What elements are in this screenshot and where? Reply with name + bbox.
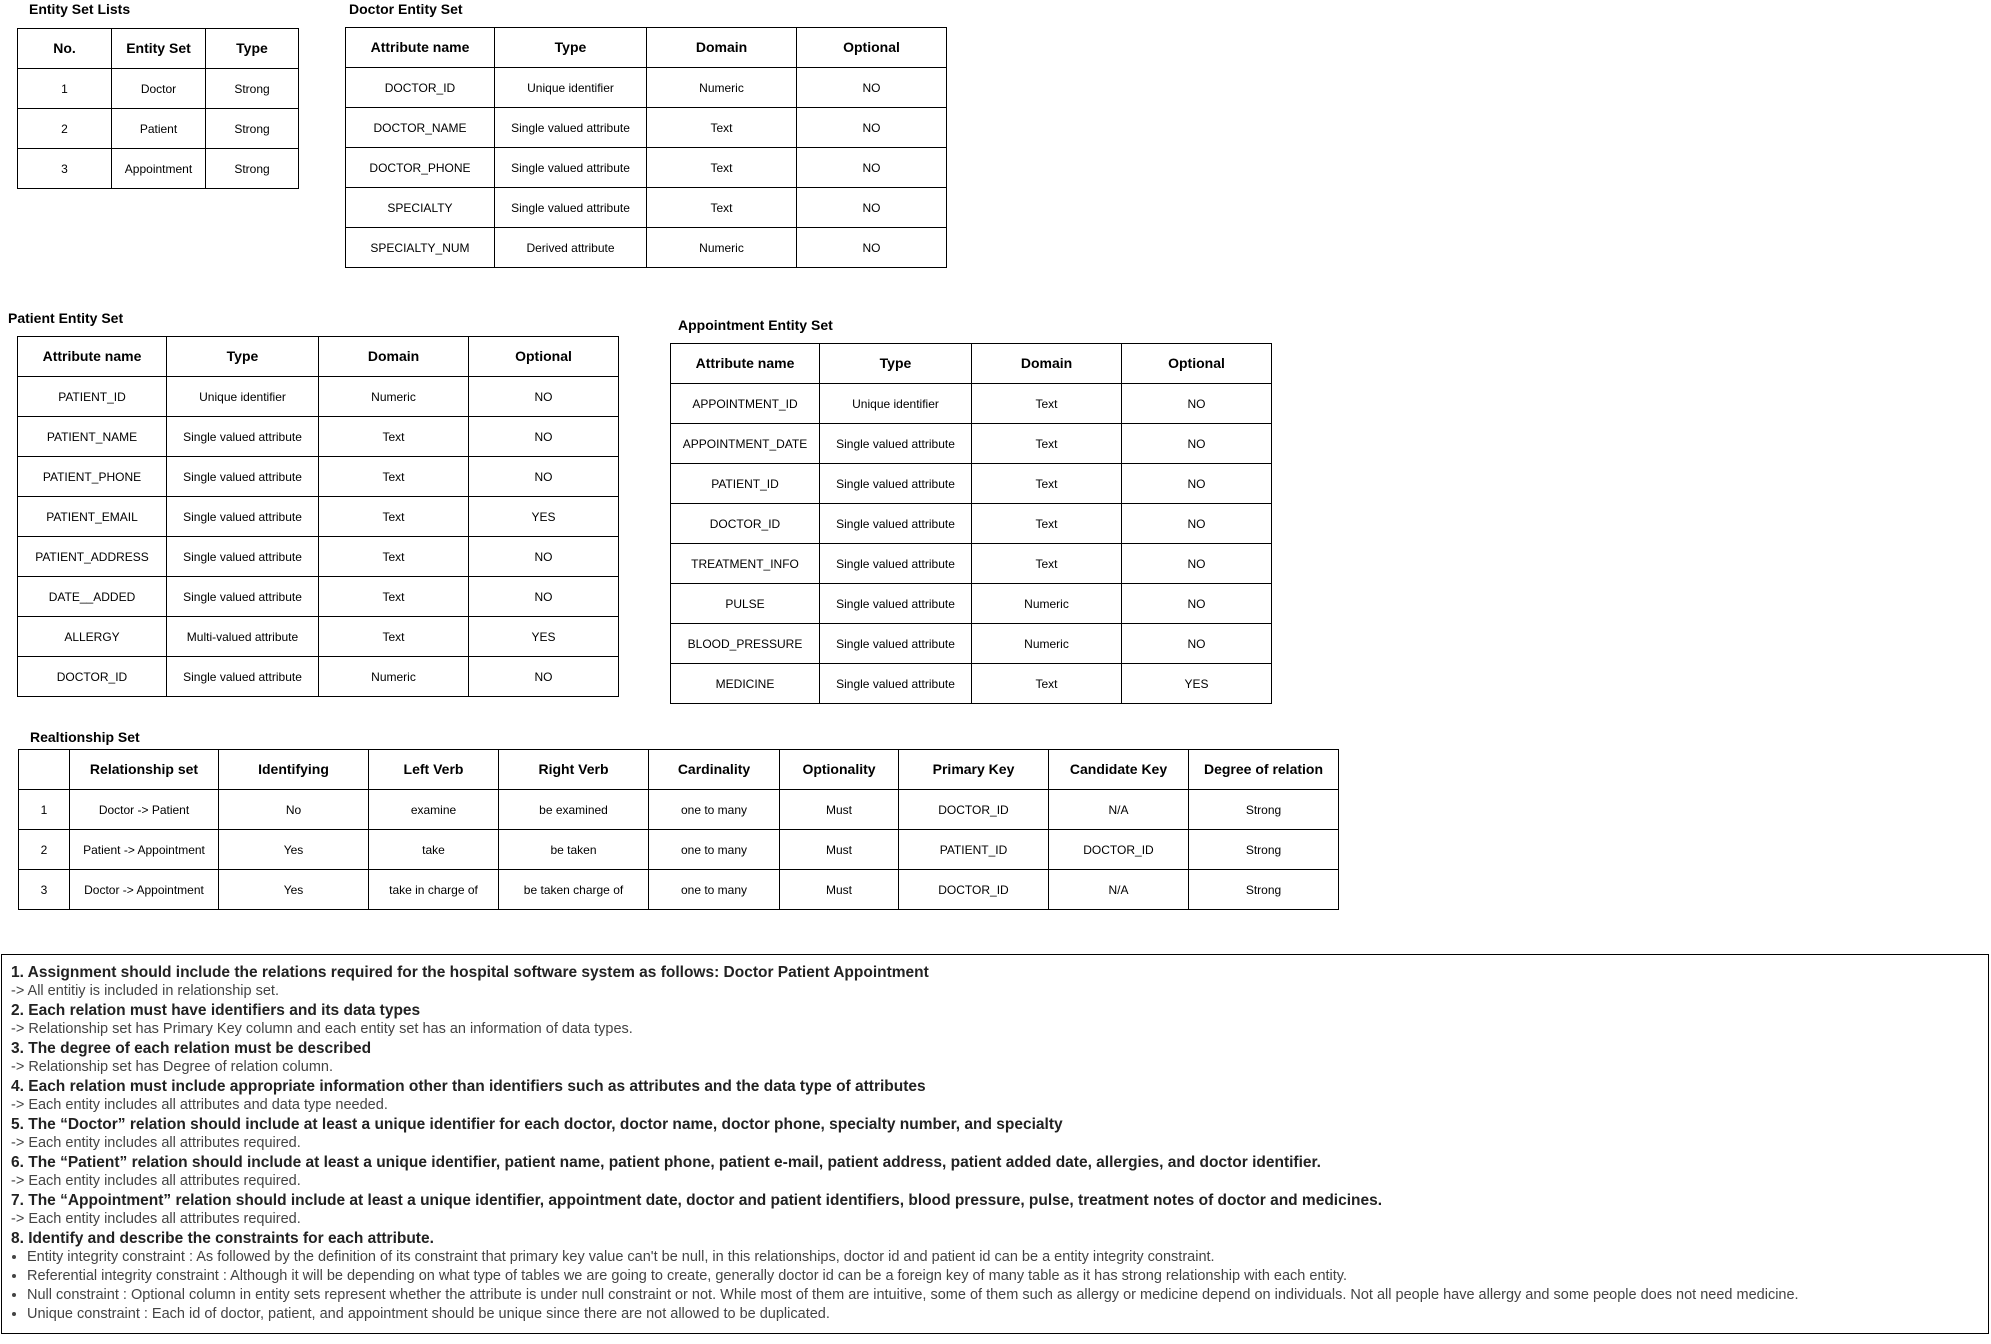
column-header: Identifying [219, 750, 369, 790]
table-cell: NO [797, 68, 947, 108]
table-row [346, 188, 947, 228]
table-cell: NO [469, 377, 619, 417]
table-cell: APPOINTMENT_DATE [671, 424, 820, 464]
table-row [18, 417, 619, 457]
requirement-text: 2. Each relation must have identifiers and its data types [11, 1002, 421, 1019]
requirement-answer: -> Each entity includes all attributes required. [11, 1173, 301, 1189]
table-cell: NO [1122, 504, 1272, 544]
table-cell: MEDICINE [671, 664, 820, 704]
table-cell: NO [469, 417, 619, 457]
table-cell: SPECIALTY [346, 188, 495, 228]
table-cell: DOCTOR_ID [346, 68, 495, 108]
table-cell: APPOINTMENT_ID [671, 384, 820, 424]
header-row [19, 750, 1339, 790]
table-cell: PATIENT_NAME [18, 417, 167, 457]
table-cell: be examined [499, 790, 649, 830]
table-cell: one to many [649, 870, 780, 910]
table-cell: one to many [649, 790, 780, 830]
constraints-list [11, 1248, 1988, 1324]
table-cell: Text [647, 188, 797, 228]
table-cell: Single valued attribute [167, 417, 319, 457]
table-cell: DOCTOR_ID [899, 870, 1049, 910]
table-cell: Patient [112, 109, 206, 149]
table-row [671, 504, 1272, 544]
requirement-text: 1. Assignment should include the relations required for the hospital software system as follows: Doctor Patient Appointment [11, 964, 929, 981]
table-cell: Yes [219, 870, 369, 910]
column-header: Type [167, 337, 319, 377]
table-cell: No [219, 790, 369, 830]
table-cell: Text [972, 384, 1122, 424]
entity-set-lists-title: Entity Set Lists [29, 1, 131, 17]
table-row [671, 664, 1272, 704]
table-cell: Single valued attribute [820, 544, 972, 584]
relationship-set-table [18, 749, 1339, 910]
requirement-answer: -> Relationship set has Primary Key column and each entity set has an information of data types. [11, 1021, 633, 1037]
table-cell: NO [797, 188, 947, 228]
table-cell: NO [1122, 384, 1272, 424]
table-cell: NO [1122, 584, 1272, 624]
table-cell: DOCTOR_ID [18, 657, 167, 697]
column-header: Relationship set [70, 750, 219, 790]
table-cell: Unique identifier [820, 384, 972, 424]
table-cell: NO [469, 457, 619, 497]
table-cell: PATIENT_ID [899, 830, 1049, 870]
table-row [346, 228, 947, 268]
requirement-text: 7. The “Appointment” relation should include at least a unique identifier, appointment date, doctor and patient identifiers, blood pressure, pulse, treatment notes of doctor and medicines. [11, 1192, 1383, 1209]
table-cell: Text [647, 108, 797, 148]
table-cell: Numeric [319, 377, 469, 417]
table-cell: Single valued attribute [820, 664, 972, 704]
header-row [346, 28, 947, 68]
table-cell: Text [319, 457, 469, 497]
appointment-entity-set-title: Appointment Entity Set [678, 317, 833, 333]
table-cell: Single valued attribute [167, 537, 319, 577]
table-cell: Single valued attribute [495, 148, 647, 188]
patient-entity-set-title: Patient Entity Set [8, 310, 124, 326]
table-cell: 1 [18, 69, 112, 109]
table-cell: DOCTOR_ID [671, 504, 820, 544]
table-row [671, 464, 1272, 504]
table-cell: Must [780, 830, 899, 870]
table-cell: PATIENT_ADDRESS [18, 537, 167, 577]
column-header: Optional [469, 337, 619, 377]
table-cell: PATIENT_EMAIL [18, 497, 167, 537]
table-cell: TREATMENT_INFO [671, 544, 820, 584]
appointment-entity-set-table [670, 343, 1272, 704]
column-header: Primary Key [899, 750, 1049, 790]
column-header: Domain [319, 337, 469, 377]
table-cell: DOCTOR_ID [1049, 830, 1189, 870]
table-cell: Text [972, 544, 1122, 584]
table-cell: NO [1122, 544, 1272, 584]
table-cell: NO [469, 657, 619, 697]
entity-set-lists-table [17, 28, 299, 189]
table-cell: Doctor [112, 69, 206, 109]
table-cell: NO [797, 148, 947, 188]
table-row [18, 497, 619, 537]
table-cell: N/A [1049, 870, 1189, 910]
table-row [18, 109, 299, 149]
table-cell: Text [319, 417, 469, 457]
table-cell: Single valued attribute [495, 188, 647, 228]
table-cell: NO [1122, 464, 1272, 504]
table-cell: Doctor -> Patient [70, 790, 219, 830]
column-header: Attribute name [346, 28, 495, 68]
table-row [346, 108, 947, 148]
table-cell: Text [972, 424, 1122, 464]
table-cell: DATE__ADDED [18, 577, 167, 617]
table-cell: Text [319, 537, 469, 577]
table-cell: take in charge of [369, 870, 499, 910]
table-cell: Yes [219, 830, 369, 870]
requirement-answer: -> Each entity includes all attributes required. [11, 1211, 301, 1227]
table-cell: be taken charge of [499, 870, 649, 910]
column-header: No. [18, 29, 112, 69]
table-cell: Derived attribute [495, 228, 647, 268]
table-cell: Single valued attribute [820, 504, 972, 544]
requirement-text: 5. The “Doctor” relation should include at least a unique identifier for each doctor, doctor name, doctor phone, specialty number, and specialty [11, 1116, 1063, 1133]
table-row [19, 790, 1339, 830]
relationship-set-title: Realtionship Set [30, 729, 140, 745]
column-header: Optional [797, 28, 947, 68]
requirement-text: 3. The degree of each relation must be described [11, 1040, 372, 1057]
column-header: Left Verb [369, 750, 499, 790]
table-cell: Text [972, 504, 1122, 544]
table-cell: Single valued attribute [167, 457, 319, 497]
table-cell: Strong [206, 69, 299, 109]
table-cell: Numeric [647, 228, 797, 268]
table-cell: Single valued attribute [820, 624, 972, 664]
table-cell: DOCTOR_PHONE [346, 148, 495, 188]
table-cell: Multi-valued attribute [167, 617, 319, 657]
table-cell: Single valued attribute [495, 108, 647, 148]
column-header: Candidate Key [1049, 750, 1189, 790]
table-cell: NO [797, 228, 947, 268]
table-row [19, 870, 1339, 910]
header-row [18, 29, 299, 69]
table-cell: Strong [1189, 790, 1339, 830]
table-cell: NO [1122, 624, 1272, 664]
column-header [19, 750, 70, 790]
table-row [18, 149, 299, 189]
table-cell: Single valued attribute [167, 497, 319, 537]
constraint-item: • Referential integrity constraint : Although it will be depending on what type of tables we are going to create, generally doctor id can be a foreign key of many table as it has strong relationship with each entity. [27, 1267, 1988, 1286]
table-row [19, 830, 1339, 870]
table-cell: PATIENT_ID [18, 377, 167, 417]
table-cell: Text [319, 497, 469, 537]
table-cell: DOCTOR_ID [899, 790, 1049, 830]
column-header: Optional [1122, 344, 1272, 384]
table-cell: Text [647, 148, 797, 188]
patient-entity-set-table [17, 336, 619, 697]
table-cell: Single valued attribute [167, 577, 319, 617]
column-header: Optionality [780, 750, 899, 790]
requirement-answer: -> Relationship set has Degree of relation column. [11, 1059, 333, 1075]
column-header: Right Verb [499, 750, 649, 790]
table-cell: Numeric [319, 657, 469, 697]
column-header: Type [820, 344, 972, 384]
table-cell: Strong [1189, 830, 1339, 870]
column-header: Degree of relation [1189, 750, 1339, 790]
constraint-item: • Null constraint : Optional column in entity sets represent whether the attribute is under null constraint or not. While most of them are intuitive, some of them such as allergy or medicine depend on individuals. Not all people have allergy and some people does not need medicine. [27, 1286, 1988, 1305]
table-row [671, 544, 1272, 584]
column-header: Type [206, 29, 299, 69]
table-cell: ALLERGY [18, 617, 167, 657]
table-cell: NO [469, 537, 619, 577]
constraint-item: • Entity integrity constraint : As followed by the definition of its constraint that primary key value can't be null, in this relationships, doctor id and patient id can be a entity integrity constraint. [27, 1248, 1988, 1267]
table-row [671, 384, 1272, 424]
column-header: Type [495, 28, 647, 68]
table-cell: Numeric [972, 624, 1122, 664]
constraint-item: • Unique constraint : Each id of doctor, patient, and appointment should be unique since there are not allowed to be duplicated. [27, 1305, 1988, 1324]
table-cell: Single valued attribute [820, 464, 972, 504]
table-cell: Appointment [112, 149, 206, 189]
table-row [346, 148, 947, 188]
table-cell: 2 [19, 830, 70, 870]
constraints-heading: 8. Identify and describe the constraints for each attribute. [11, 1230, 434, 1247]
column-header: Domain [972, 344, 1122, 384]
table-cell: Strong [1189, 870, 1339, 910]
requirement-answer: -> All entitiy is included in relationship set. [11, 983, 279, 999]
table-cell: Strong [206, 149, 299, 189]
requirement-answer: -> Each entity includes all attributes and data type needed. [11, 1097, 388, 1113]
table-cell: NO [797, 108, 947, 148]
table-cell: Must [780, 790, 899, 830]
table-cell: Single valued attribute [820, 584, 972, 624]
table-cell: Unique identifier [167, 377, 319, 417]
table-cell: Text [972, 664, 1122, 704]
table-cell: PATIENT_ID [671, 464, 820, 504]
header-row [18, 337, 619, 377]
table-cell: 3 [18, 149, 112, 189]
table-cell: Single valued attribute [167, 657, 319, 697]
table-cell: YES [469, 497, 619, 537]
table-row [346, 68, 947, 108]
column-header: Entity Set [112, 29, 206, 69]
table-cell: Numeric [972, 584, 1122, 624]
table-cell: PATIENT_PHONE [18, 457, 167, 497]
requirements-notes-box [1, 954, 1989, 1334]
table-row [671, 584, 1272, 624]
requirement-text: 6. The “Patient” relation should include at least a unique identifier, patient name, patient phone, patient e-mail, patient address, patient added date, allergies, and doctor identifier. [11, 1154, 1321, 1171]
header-row [671, 344, 1272, 384]
column-header: Domain [647, 28, 797, 68]
column-header: Attribute name [18, 337, 167, 377]
table-cell: Text [972, 464, 1122, 504]
table-cell: examine [369, 790, 499, 830]
table-row [18, 457, 619, 497]
column-header: Attribute name [671, 344, 820, 384]
table-cell: 3 [19, 870, 70, 910]
table-cell: N/A [1049, 790, 1189, 830]
doctor-entity-set-title: Doctor Entity Set [349, 1, 463, 17]
table-cell: 2 [18, 109, 112, 149]
table-cell: Must [780, 870, 899, 910]
doctor-entity-set-table [345, 27, 947, 268]
table-cell: YES [1122, 664, 1272, 704]
table-cell: NO [1122, 424, 1272, 464]
table-cell: Patient -> Appointment [70, 830, 219, 870]
table-row [18, 577, 619, 617]
table-cell: one to many [649, 830, 780, 870]
requirement-answer: -> Each entity includes all attributes required. [11, 1135, 301, 1151]
table-row [18, 657, 619, 697]
table-cell: Unique identifier [495, 68, 647, 108]
column-header: Cardinality [649, 750, 780, 790]
requirements-list [11, 963, 1988, 1229]
table-cell: Single valued attribute [820, 424, 972, 464]
requirement-text: 4. Each relation must include appropriate information other than identifiers such as attributes and the data type of attributes [11, 1078, 926, 1095]
table-row [18, 377, 619, 417]
table-cell: PULSE [671, 584, 820, 624]
table-cell: Strong [206, 109, 299, 149]
table-cell: YES [469, 617, 619, 657]
table-cell: 1 [19, 790, 70, 830]
table-cell: Doctor -> Appointment [70, 870, 219, 910]
table-row [18, 69, 299, 109]
table-cell: be taken [499, 830, 649, 870]
table-row [671, 424, 1272, 464]
table-cell: BLOOD_PRESSURE [671, 624, 820, 664]
table-cell: Numeric [647, 68, 797, 108]
table-cell: Text [319, 617, 469, 657]
table-cell: Text [319, 577, 469, 617]
table-cell: NO [469, 577, 619, 617]
table-row [671, 624, 1272, 664]
table-cell: SPECIALTY_NUM [346, 228, 495, 268]
table-row [18, 617, 619, 657]
table-cell: take [369, 830, 499, 870]
table-cell: DOCTOR_NAME [346, 108, 495, 148]
table-row [18, 537, 619, 577]
